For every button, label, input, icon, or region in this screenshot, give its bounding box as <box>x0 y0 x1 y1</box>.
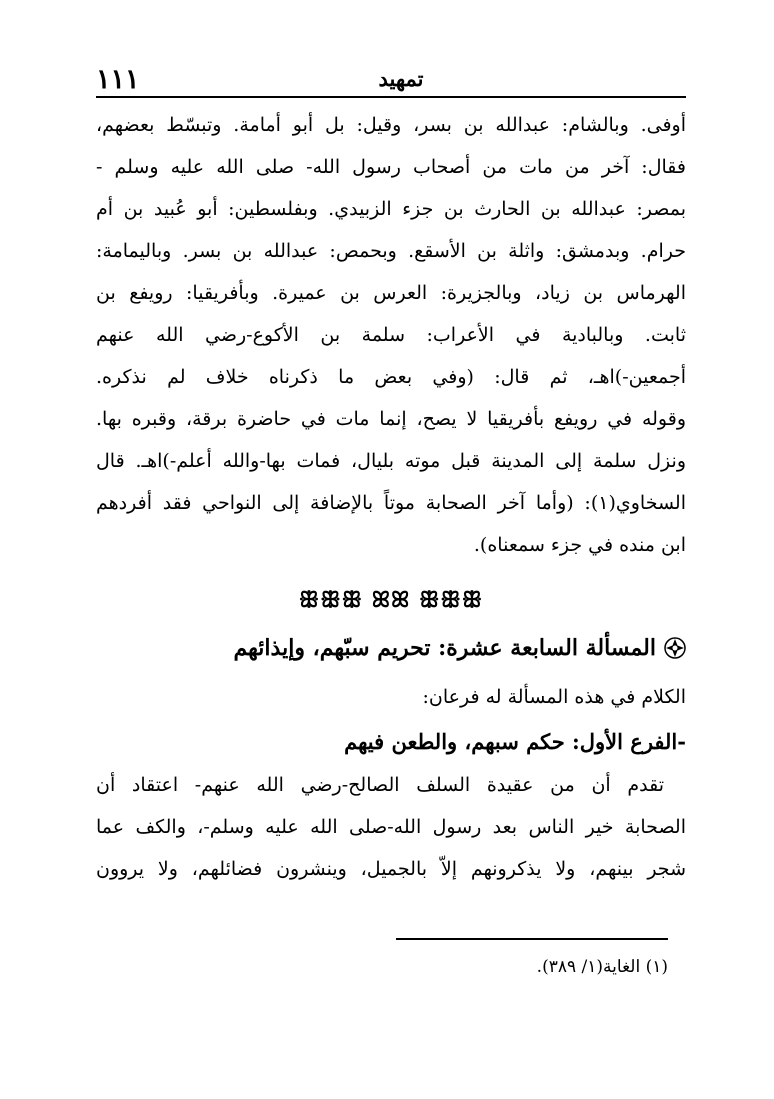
page-header <box>96 58 686 98</box>
text-line: وقوله في رويفع بأفريقيا لا يصح، إنما مات في حاضرة برقة، وقبره بها. <box>96 408 686 430</box>
intro-line: الكلام في هذه المسألة له فرعان: <box>422 686 686 708</box>
page-number: ١١١ <box>96 64 140 95</box>
text-line: شجر بينهم، ولا يذكرونهم إلاّ بالجميل، وينشرون فضائلهم، ولا يروون <box>96 858 686 880</box>
footnote-rule <box>396 938 668 940</box>
section-heading-text: المسألة السابعة عشرة: تحريم سبّهم، وإيذائهم <box>233 635 656 661</box>
section-heading <box>96 626 686 670</box>
running-head: تمهيد <box>378 66 424 91</box>
section-divider-ornament: ꕥꕥꕥ ꕤꕤ ꕥꕥꕥ <box>298 587 484 613</box>
text-line: فقال: آخر من مات من أصحاب رسول الله- صلى الله عليه وسلم - <box>96 156 686 178</box>
subsection-heading: -الفرع الأول: حكم سبهم، والطعن فيهم <box>344 729 686 754</box>
text-line: ابن منده في جزء سمعناه). <box>473 534 686 556</box>
text-line: السخاوي(١): (وأما آخر الصحابة موتاً بالإضافة إلى النواحي فقد أفردهم <box>96 492 686 514</box>
text-line: أوفى. وبالشام: عبدالله بن بسر، وقيل: بل أبو أمامة. وتبسّط بعضهم، <box>96 114 686 136</box>
text-line: الهرماس بن زياد، وبالجزيرة: العرس بن عميرة. وبأفريقيا: رويفع بن <box>96 282 686 304</box>
text-line: بمصر: عبدالله بن الحارث بن جزء الزبيدي. وبفلسطين: أبو عُبيد بن أم <box>96 198 686 220</box>
text-line: أجمعين-)اهـ، ثم قال: (وفي بعض ما ذكرناه خلاف لم نذكره. <box>96 366 686 388</box>
paragraph-body <box>96 764 686 890</box>
text-line: ونزل سلمة إلى المدينة قبل موته بليال، فمات بها-والله أعلم-)اهـ. قال <box>96 450 686 472</box>
text-line: الصحابة خير الناس بعد رسول الله-صلى الله عليه وسلم-، والكف عما <box>96 816 686 838</box>
ornamental-star-icon <box>664 637 686 659</box>
text-line: حرام. وبدمشق: واثلة بن الأسقع. وبحمص: عبدالله بن بسر. وباليمامة: <box>96 240 686 262</box>
paragraph-continued <box>96 104 686 566</box>
text-line: تقدم أن من عقيدة السلف الصالح-رضي الله عنهم- اعتقاد أن <box>96 774 664 796</box>
text-line: ثابت. وبالبادية في الأعراب: سلمة بن الأكوع-رضي الله عنهم <box>96 324 686 346</box>
header-rule <box>96 96 686 98</box>
footnote: (١) الغاية(١/ ٣٨٩). <box>536 957 668 977</box>
